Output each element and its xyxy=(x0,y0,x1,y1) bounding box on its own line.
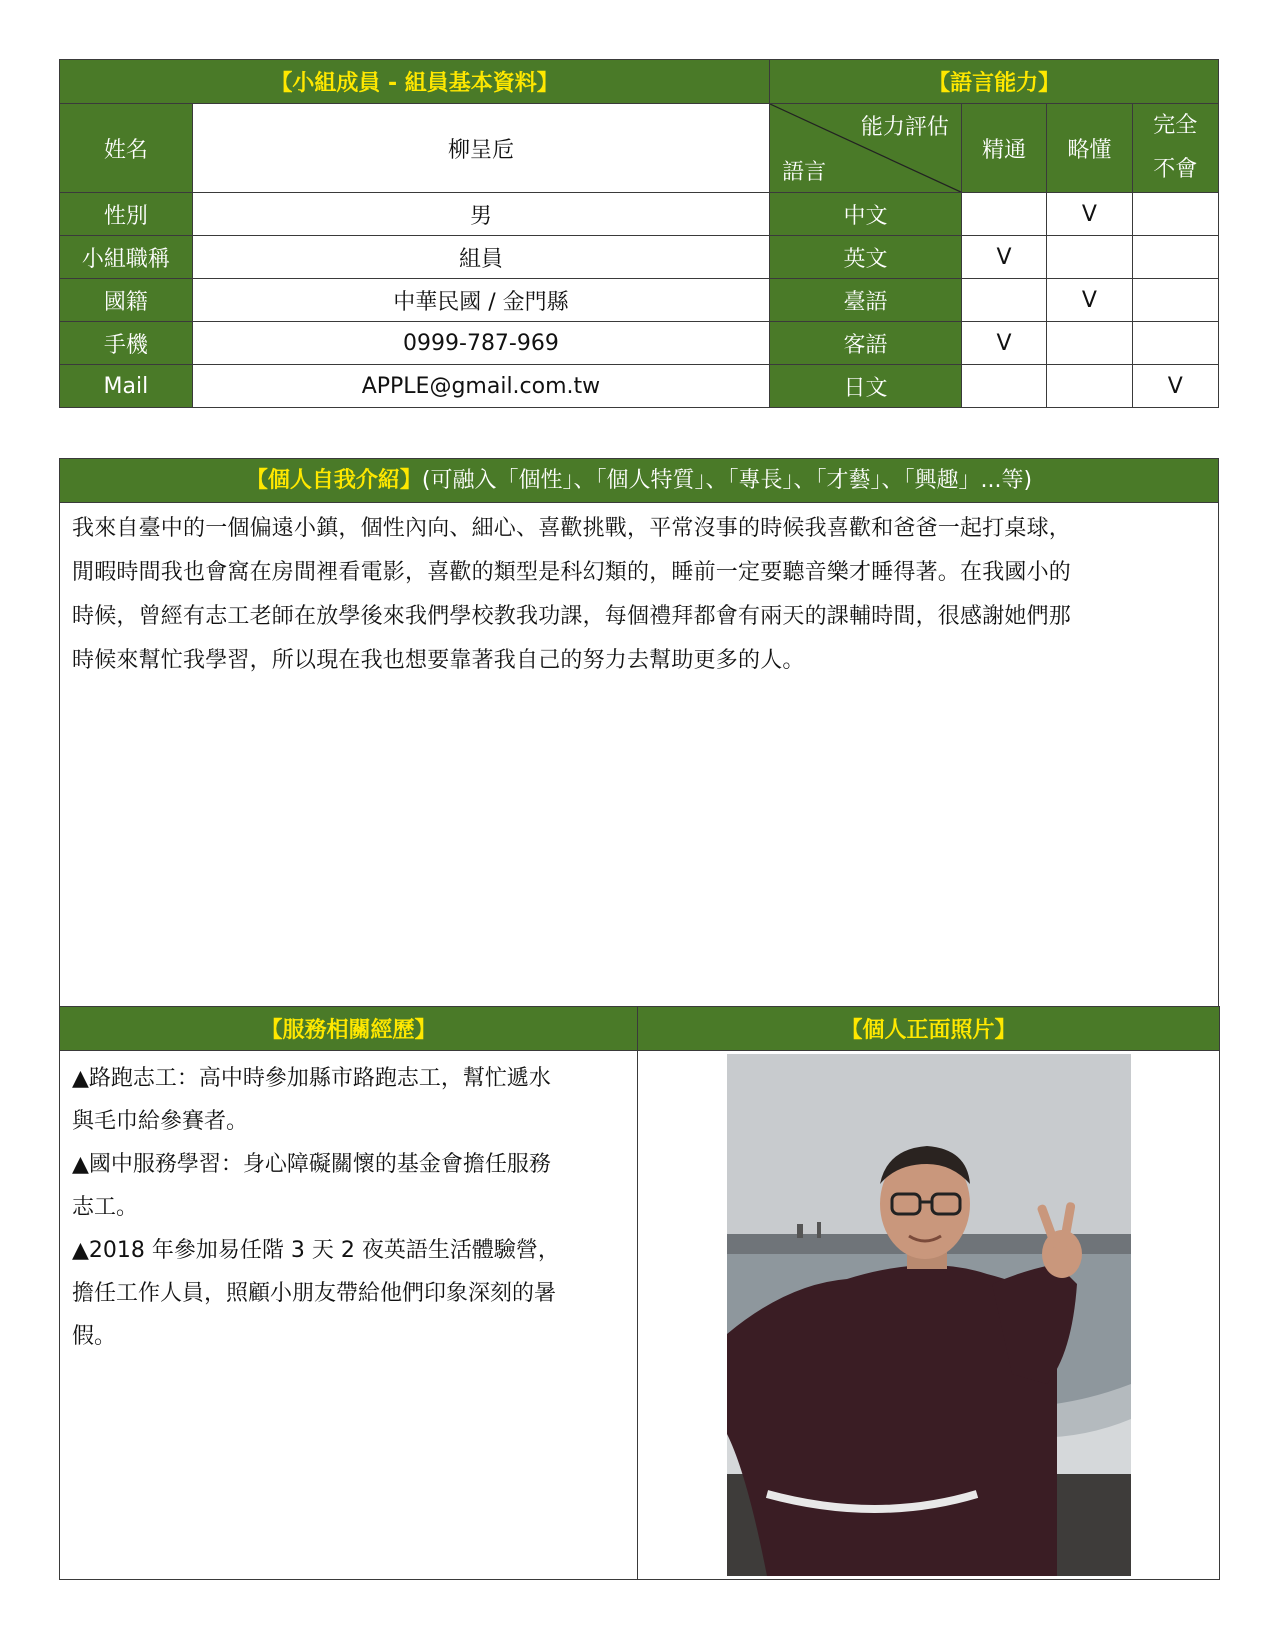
photo-header: 【個人正面照片】 xyxy=(638,1007,1220,1051)
photo-cell xyxy=(638,1051,1220,1580)
experience-line: ▲國中服務學習：身心障礙關懷的基金會擔任服務 xyxy=(72,1152,551,1177)
lang-basic-mark: V xyxy=(1047,193,1132,236)
experience-header: 【服務相關經歷】 xyxy=(60,1007,638,1051)
col-none-line1: 完全 xyxy=(1153,113,1198,138)
lang-none-mark xyxy=(1132,236,1218,279)
experience-cell xyxy=(60,1051,638,1580)
experience-line: 與毛巾給參賽者。 xyxy=(72,1109,249,1134)
experience-line: 志工。 xyxy=(72,1195,139,1220)
phone-value: 0999-787-969 xyxy=(192,322,769,365)
lang-name: 客語 xyxy=(770,322,962,365)
member-info-table xyxy=(59,59,1219,408)
mail-label: Mail xyxy=(60,365,193,408)
role-label: 小組職稱 xyxy=(60,236,193,279)
self-intro-section xyxy=(59,458,1219,1008)
lang-name: 臺語 xyxy=(770,279,962,322)
self-intro-title: 【個人自我介紹】 xyxy=(245,468,422,493)
col-fluent: 精通 xyxy=(961,104,1046,193)
experience-photo-table xyxy=(59,1006,1220,1580)
experience-line: 擔任工作人員，照顧小朋友帶給他們印象深刻的暑 xyxy=(72,1281,557,1306)
name-label: 姓名 xyxy=(60,104,193,193)
lang-basic-mark: V xyxy=(1047,279,1132,322)
lang-none-mark xyxy=(1132,279,1218,322)
language-diagonal-header xyxy=(770,104,962,193)
experience-body xyxy=(60,1051,637,1358)
name-value: 柳呈卮 xyxy=(192,104,769,193)
col-none xyxy=(1132,104,1218,193)
portrait-photo xyxy=(727,1054,1131,1576)
lang-fluent-mark xyxy=(961,365,1046,408)
lang-name: 英文 xyxy=(770,236,962,279)
nationality-value: 中華民國 / 金門縣 xyxy=(192,279,769,322)
lang-name: 中文 xyxy=(770,193,962,236)
self-intro-line: 閒暇時間我也會窩在房間裡看電影，喜歡的類型是科幻類的，睡前一定要聽音樂才睡得著。在我國小的 xyxy=(72,560,1072,585)
lang-fluent-mark xyxy=(961,279,1046,322)
self-intro-body xyxy=(60,503,1218,683)
experience-line: ▲路跑志工：高中時參加縣市路跑志工，幫忙遞水 xyxy=(72,1066,551,1091)
col-basic: 略懂 xyxy=(1047,104,1132,193)
nationality-label: 國籍 xyxy=(60,279,193,322)
self-intro-hint: (可融入「個性」、「個人特質」、「專長」、「才藝」、「興趣」...等) xyxy=(421,468,1033,493)
lang-name: 日文 xyxy=(770,365,962,408)
self-intro-header xyxy=(60,459,1218,503)
portrait-illustration xyxy=(727,1054,1131,1576)
gender-value: 男 xyxy=(192,193,769,236)
phone-label: 手機 xyxy=(60,322,193,365)
experience-line: ▲2018 年參加易任階 3 天 2 夜英語生活體驗營， xyxy=(72,1238,560,1263)
language-label: 語言 xyxy=(782,160,827,185)
lang-none-mark: V xyxy=(1132,365,1218,408)
role-value: 組員 xyxy=(192,236,769,279)
lang-fluent-mark xyxy=(961,193,1046,236)
mail-value: APPLE@gmail.com.tw xyxy=(192,365,769,408)
col-none-line2: 不會 xyxy=(1153,157,1198,182)
lang-fluent-mark: V xyxy=(961,236,1046,279)
lang-none-mark xyxy=(1132,193,1218,236)
gender-label: 性別 xyxy=(60,193,193,236)
ability-eval-label: 能力評估 xyxy=(860,115,949,140)
lang-none-mark xyxy=(1132,322,1218,365)
language-header: 【語言能力】 xyxy=(770,60,1219,104)
lang-basic-mark xyxy=(1047,365,1132,408)
lang-basic-mark xyxy=(1047,322,1132,365)
self-intro-line: 時候來幫忙我學習，所以現在我也想要靠著我自己的努力去幫助更多的人。 xyxy=(72,648,805,673)
self-intro-line: 我來自臺中的一個偏遠小鎮，個性內向、細心、喜歡挑戰，平常沒事的時候我喜歡和爸爸一起打桌球， xyxy=(72,516,1072,541)
experience-line: 假。 xyxy=(72,1324,117,1349)
members-header: 【小組成員 - 組員基本資料】 xyxy=(60,60,770,104)
self-intro-line: 時候，曾經有志工老師在放學後來我們學校教我功課，每個禮拜都會有兩天的課輔時間，很感謝她們那 xyxy=(72,604,1072,629)
lang-fluent-mark: V xyxy=(961,322,1046,365)
lang-basic-mark xyxy=(1047,236,1132,279)
